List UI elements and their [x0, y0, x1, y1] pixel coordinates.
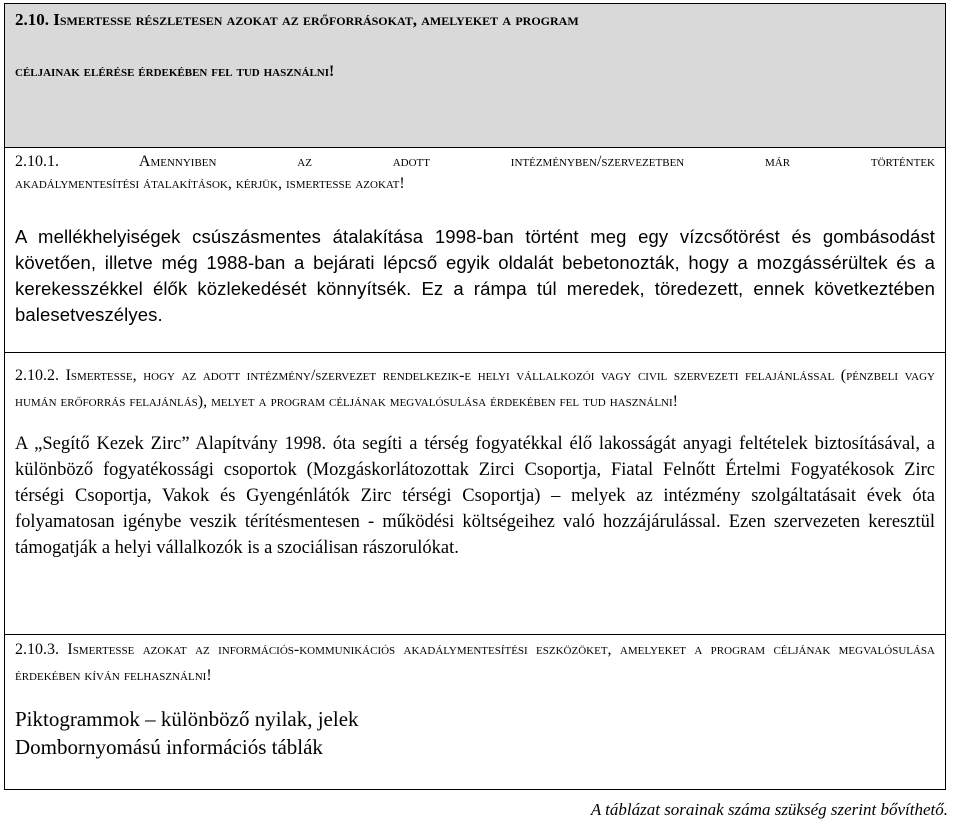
tool-item-2: Dombornyomású információs táblák	[15, 735, 323, 759]
subsection-heading-2-10-3: 2.10.3. Ismertesse azokat az információs-kommunikációs akadálymentesítési eszközöket, amelyeket a program céljának megvalósulása érdekében kíván felhasználni!	[15, 641, 935, 684]
paragraph-2-10-1: A mellékhelyiségek csúszásmentes átalakítása 1998-ban történt meg egy vízcsőtörést és gombásodást követően, illetve még 1988-ban a bejárati lépcső egyik oldalát bebetonozták, hogy a mozgássérültek és a kerekesszékkel élők közlekedését könnyítsék. Ez a rámpa túl meredek, töredezett, ennek következtében balesetveszélyes.	[15, 226, 935, 325]
paragraph-2-10-2: A „Segítő Kezek Zirc” Alapítvány 1998. óta segíti a térség fogyatékkal élő lakosságát anyagi feltételek biztosításával, a különböző fogyatékossági csoportok (Mozgáskorlátozottak Zirci Csoportja, Fiatal Felnőtt Értelmi Fogyatékosok Zirc térségi Csoportja, Vakok és Gyengénlátók Zirc térségi Csoportja) – melyek az intézmény szolgáltatásait évek óta folyamatosan igénybe veszik térítésmentesen - működési költségeihez való hozzájárulással. Ezen szervezeten keresztül támogatják a helyi vállalkozók is a szociálisan rászorulókat.	[15, 434, 935, 558]
table-footnote: A táblázat sorainak száma szükség szerint bővíthető.	[590, 800, 948, 819]
section-title-line2: céljainak elérése érdekében fel tud használni!	[15, 63, 335, 80]
section-title-line1: 2.10. Ismertesse részletesen azokat az erőforrásokat, amelyeket a program	[15, 10, 579, 29]
form-table	[4, 3, 946, 790]
tool-item-1: Piktogrammok – különböző nyilak, jelek	[15, 707, 359, 731]
section-2-10-3	[5, 635, 945, 789]
section-header	[5, 4, 945, 148]
section-2-10-2	[5, 353, 945, 635]
subsection-heading-2-10-1-line1: 2.10.1. Amennyiben az adott intézményben/szervezetben már történtek	[15, 153, 935, 170]
subsection-heading-2-10-1-line2: akadálymentesítési átalakítások, kérjük, ismertesse azokat!	[15, 175, 405, 192]
subsection-heading-2-10-2: 2.10.2. Ismertesse, hogy az adott intézmény/szervezet rendelkezik-e helyi vállalkozói vagy civil szervezeti felajánlással (pénzbeli vagy humán erőforrás felajánlás), melyet a program céljának megvalósulása érdekében fel tud használni!	[15, 367, 935, 410]
section-2-10-1	[5, 148, 945, 353]
